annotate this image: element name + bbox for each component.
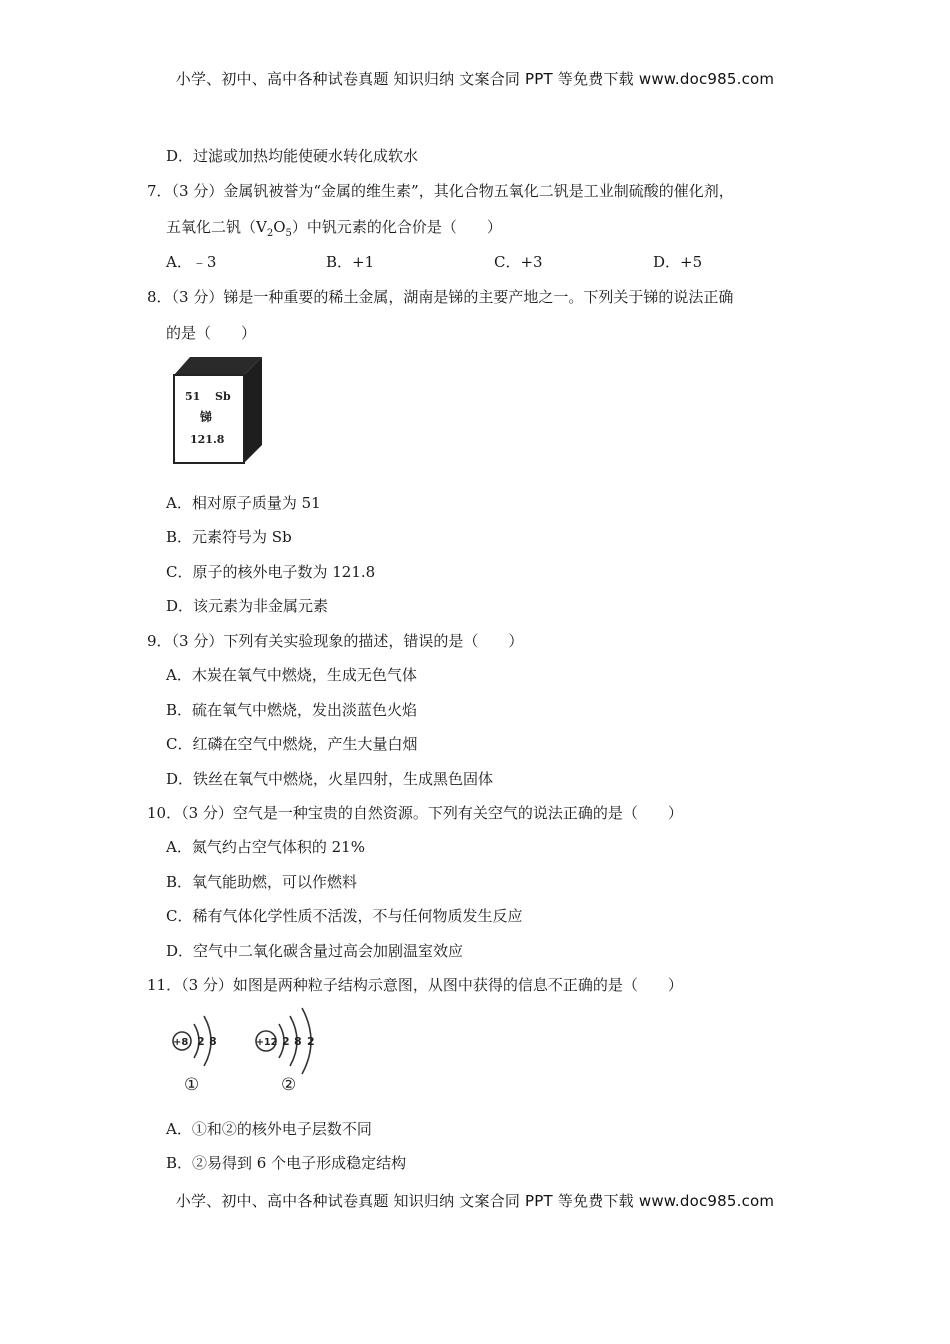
p1-nucleus-charge: +8	[173, 1037, 189, 1048]
p2-label: ②	[281, 1075, 297, 1095]
q7-stem-line2	[166, 217, 502, 244]
tile-atomic-number: 51	[185, 390, 201, 403]
p2-electrons-shell-3: 2	[307, 1035, 315, 1048]
q10-option-d: D．空气中二氧化碳含量过高会加剧温室效应	[166, 942, 464, 960]
q6-option-d: D．过滤或加热均能使硬水转化成软水	[166, 147, 419, 165]
q7-sub1: 2	[266, 228, 274, 239]
tile-symbol: Sb	[215, 390, 231, 403]
p1-electrons-shell-2: 8	[209, 1035, 217, 1048]
q11-option-b: B．②易得到 6 个电子形成稳定结构	[166, 1154, 407, 1172]
q10-option-a: A．氮气约占空气体积的 21%	[166, 838, 365, 856]
q7-line2-mid: O	[273, 218, 286, 236]
tile-element-name: 锑	[200, 410, 213, 424]
p2-nucleus-charge: +12	[256, 1037, 278, 1048]
q8-option-a: A．相对原子质量为 51	[166, 494, 321, 512]
q9-option-b: B．硫在氧气中燃烧，发出淡蓝色火焰	[166, 701, 418, 719]
particle-structure-figure	[166, 1004, 336, 1096]
q9-option-c: C．红磷在空气中燃烧，产生大量白烟	[166, 735, 418, 753]
q7-option-d: D．+5	[653, 253, 703, 271]
p1-electrons-shell-1: 2	[197, 1035, 205, 1048]
q7-sub2: 5	[285, 228, 292, 239]
q7-line2-post: ）中钒元素的化合价是（ ）	[291, 218, 502, 236]
page-header: 小学、初中、高中各种试卷真题 知识归纳 文案合同 PPT 等免费下载 www.doc985.com	[175, 70, 775, 88]
q7-option-c: C．+3	[494, 253, 543, 271]
q10-stem: 10．（3 分）空气是一种宝贵的自然资源。下列有关空气的说法正确的是（ ）	[147, 804, 683, 822]
particle-1	[173, 1016, 217, 1095]
q7-option-b: B．+1	[326, 253, 375, 271]
q7-line2-pre: 五氧化二钒（V	[166, 218, 267, 236]
q9-option-d: D．铁丝在氧气中燃烧，火星四射，生成黑色固体	[166, 770, 494, 788]
q8-stem-line1: 8．（3 分）锑是一种重要的稀土金属，湖南是锑的主要产地之一。下列关于锑的说法正确	[147, 288, 734, 306]
q8-stem-line2: 的是（ ）	[166, 324, 257, 342]
q8-option-d: D．该元素为非金属元素	[166, 597, 329, 615]
p2-electrons-shell-1: 2	[282, 1035, 290, 1048]
q7-stem-line1: 7．（3 分）金属钒被誉为“金属的维生素”，其化合物五氧化二钒是工业制硫酸的催化剂，	[147, 182, 734, 200]
tile-atomic-mass: 121.8	[190, 433, 225, 446]
particle-2	[256, 1008, 315, 1095]
p2-electrons-shell-2: 8	[294, 1035, 302, 1048]
q9-stem: 9．（3 分）下列有关实验现象的描述，错误的是（ ）	[147, 632, 524, 650]
q9-option-a: A．木炭在氧气中燃烧，生成无色气体	[166, 666, 417, 684]
q8-option-c: C．原子的核外电子数为 121.8	[166, 563, 376, 581]
tile-side-face	[244, 357, 262, 463]
q11-stem: 11．（3 分）如图是两种粒子结构示意图，从图中获得的信息不正确的是（ ）	[147, 976, 683, 994]
q10-option-b: B．氧气能助燃，可以作燃料	[166, 873, 358, 891]
q8-option-b: B．元素符号为 Sb	[166, 528, 292, 546]
page-footer: 小学、初中、高中各种试卷真题 知识归纳 文案合同 PPT 等免费下载 www.doc985.com	[175, 1192, 775, 1210]
q7-option-a: A．﹣3	[166, 253, 217, 271]
element-tile-figure	[166, 353, 266, 467]
p1-label: ①	[184, 1075, 200, 1095]
q10-option-c: C．稀有气体化学性质不活泼，不与任何物质发生反应	[166, 907, 523, 925]
q11-option-a: A．①和②的核外电子层数不同	[166, 1120, 372, 1138]
